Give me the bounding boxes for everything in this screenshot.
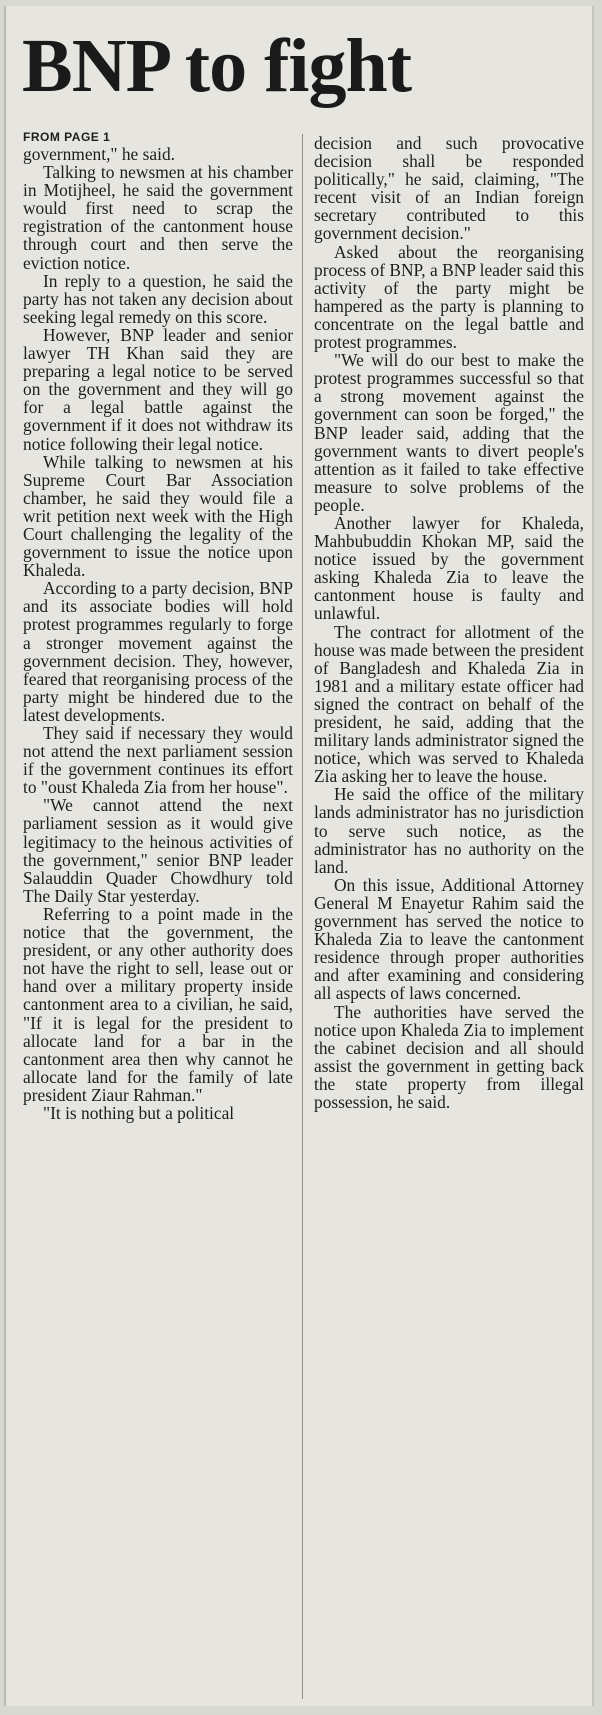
paragraph: Talking to newsmen at his chamber in Motijheel, he said the government would first need to scrap the registration of the cantonment house through court and then serve the eviction notice.	[23, 162, 293, 273]
headline: BNP to fight	[22, 24, 412, 108]
column-divider	[302, 134, 303, 1699]
paragraph: "We cannot attend the next parliament session as it would give legitimacy to the heinous activities of the government," senior BNP leader Salauddin Quader Chowdhury told The Daily Star yesterday.	[23, 795, 293, 906]
jump-line: FROM PAGE 1	[23, 130, 111, 144]
paragraph: He said the office of the military lands administrator has no jurisdiction to serve such notice, as the administrator has no authority on the land.	[314, 784, 584, 877]
paragraph: "We will do our best to make the protest programmes successful so that a strong movement against the government can soon be forged," the BNP leader said, adding that the government wants to divert people's attention as it failed to take effective measure to solve problems of the people.	[314, 350, 584, 515]
paragraph: They said if necessary they would not attend the next parliament session if the government continues its effort to "oust Khaleda Zia from her house".	[23, 723, 293, 798]
paragraph: "It is nothing but a political	[43, 1102, 235, 1123]
paragraph: According to a party decision, BNP and its associate bodies will hold protest programmes regularly to forge a stronger movement against the government decision. They, however, feared that reorganising process of the party might be hindered due to the latest developments.	[23, 578, 293, 725]
paragraph: On this issue, Additional Attorney General M Enayetur Rahim said the government has served the notice to Khaleda Zia to leave the cantonment residence through proper authorities and after examining and considering all aspects of laws concerned.	[314, 874, 584, 1004]
paragraph: government," he said.	[23, 144, 175, 164]
paragraph: Another lawyer for Khaleda, Mahbubuddin Khokan MP, said the notice issued by the government asking Khaleda Zia to leave the cantonment house is faulty and unlawful.	[314, 512, 584, 624]
paragraph: While talking to newsmen at his Supreme Court Bar Association chamber, he said they would file a writ petition next week with the High Court challenging the legality of the government to issue the notice upon Khaleda.	[23, 451, 293, 581]
paragraph: The contract for allotment of the house was made between the president of Bangladesh and Khaleda Zia in 1981 and a military estate officer had signed the contract on behalf of the president, he said, adding that the military lands administrator signed the notice, which was served to Khaleda Zia asking her to leave the house.	[314, 621, 584, 787]
paragraph: In reply to a question, he said the party has not taken any decision about seeking legal remedy on this score.	[23, 270, 293, 327]
paragraph: The authorities have served the notice upon Khaleda Zia to implement the cabinet decision and all should assist the government in getting back the state property from illegal possession, he said.	[314, 1001, 584, 1112]
paragraph: decision and such provocative decision shall be responded politically," he said, claiming, "The recent visit of an Indian foreign secretary contributed to this government decision."	[314, 134, 584, 244]
column-right	[314, 134, 584, 1704]
paragraph: Referring to a point made in the notice that the government, the president, or any other authority does not have the right to sell, lease out or hand over a military property inside cantonment area to a civilian, he said, "If it is legal for the president to allocate land for a bar in the cantonment area then why cannot he allocate land for the family of late president Ziaur Rahman."	[23, 903, 293, 1105]
news-clipping	[4, 6, 594, 1706]
paragraph: Asked about the reorganising process of BNP, a BNP leader said this activity of the party might be hampered as the party is planning to concentrate on the legal battle and protest programmes.	[314, 241, 584, 353]
paragraph: However, BNP leader and senior lawyer TH Khan said they are preparing a legal notice to be served on the government and they will go for a legal battle against the government if it does not withdraw its notice following their legal notice.	[23, 324, 293, 454]
column-left	[23, 130, 293, 1700]
